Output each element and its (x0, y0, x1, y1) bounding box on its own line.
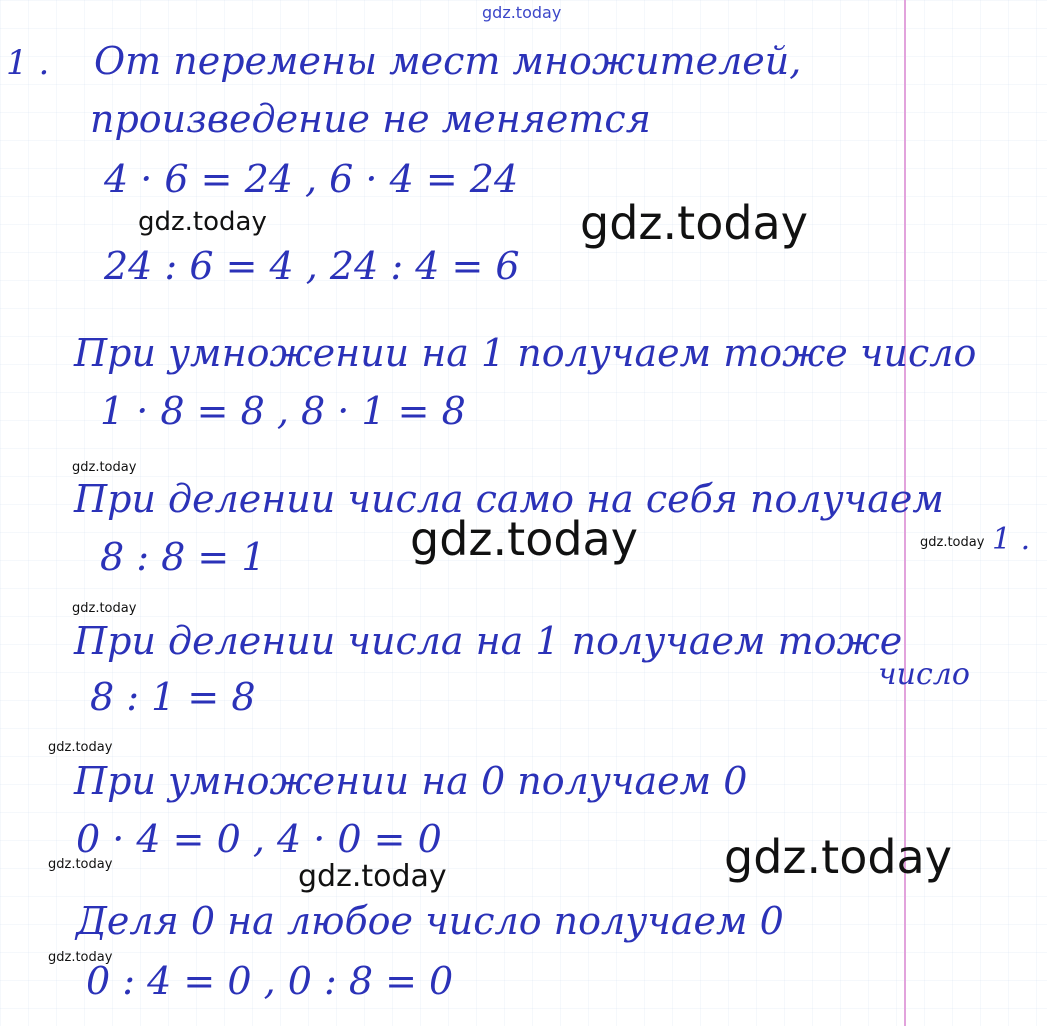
handwritten-equation: 24 : 6 = 4 , 24 : 4 = 6 (104, 244, 520, 288)
handwritten-equation: 1 · 8 = 8 , 8 · 1 = 8 (100, 389, 466, 433)
watermark-small: gdz.today (48, 857, 113, 872)
handwritten-line: От перемены мест множителей, (94, 39, 802, 83)
handwritten-equation: 8 : 8 = 1 (100, 535, 266, 579)
watermark-large: gdz.today (410, 512, 638, 566)
watermark-medium: gdz.today (298, 859, 447, 894)
handwritten-line: Деля 0 на любое число получаем 0 (76, 899, 784, 943)
watermark-top: gdz.today (482, 3, 562, 22)
watermark-small: gdz.today (48, 740, 113, 755)
watermark-large: gdz.today (580, 196, 808, 250)
task-number: 1 . (6, 43, 50, 83)
handwritten-number: 1 . (992, 522, 1031, 557)
handwritten-line: При делении числа на 1 получаем тоже (74, 619, 903, 663)
handwritten-equation: 0 : 4 = 0 , 0 : 8 = 0 (86, 959, 454, 1003)
handwritten-equation: 8 : 1 = 8 (90, 675, 256, 719)
watermark-medium: gdz.today (138, 207, 267, 237)
handwritten-line: При делении числа само на себя получаем (74, 477, 944, 521)
handwritten-equation: 0 · 4 = 0 , 4 · 0 = 0 (76, 817, 442, 861)
handwritten-line: При умножении на 1 получаем тоже число (74, 331, 977, 375)
watermark-large: gdz.today (724, 830, 952, 884)
handwritten-line: При умножении на 0 получаем 0 (74, 759, 748, 803)
handwritten-line: произведение не меняется (90, 97, 651, 141)
watermark-small: gdz.today (48, 950, 113, 965)
watermark-small: gdz.today (920, 535, 985, 550)
watermark-small: gdz.today (72, 460, 137, 475)
watermark-small: gdz.today (72, 601, 137, 616)
handwritten-line: число (878, 657, 970, 692)
handwritten-equation: 4 · 6 = 24 , 6 · 4 = 24 (104, 157, 519, 201)
